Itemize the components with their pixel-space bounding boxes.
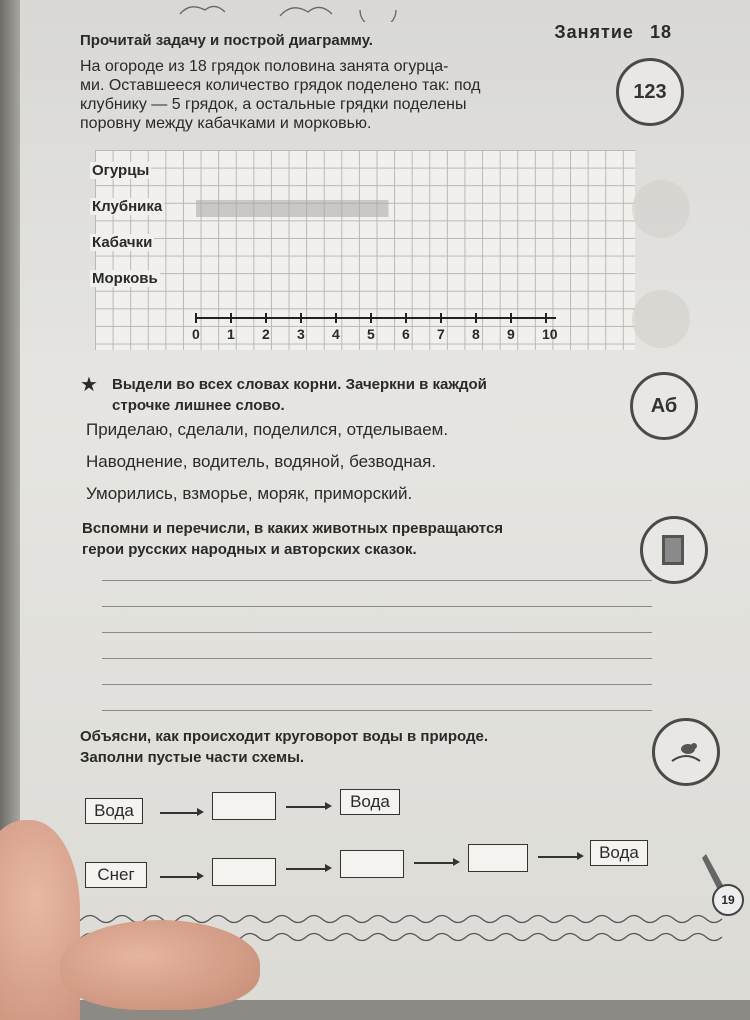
- scheme-empty-box[interactable]: [212, 792, 276, 820]
- task4-heading-line: Объясни, как происходит круговорот воды в природе.: [80, 728, 489, 745]
- x-tick-label: 1: [227, 326, 235, 342]
- x-tick-label: 3: [297, 326, 305, 342]
- answer-line[interactable]: [102, 658, 652, 659]
- category-label: Клубника: [92, 198, 163, 215]
- task2-heading-line: Выдели во всех словах корни. Зачеркни в каждой: [112, 376, 487, 393]
- category-label: Огурцы: [92, 162, 150, 179]
- answer-line[interactable]: [102, 710, 652, 711]
- answer-line[interactable]: [102, 684, 652, 685]
- x-tick-label: 6: [402, 326, 410, 342]
- star-icon: ★: [80, 374, 98, 396]
- x-tick-label: 2: [262, 326, 270, 342]
- scheme-box-snow: Снег: [85, 862, 147, 888]
- page-number: 19: [712, 884, 744, 916]
- category-label: Морковь: [92, 270, 158, 287]
- task1-line: На огороде из 18 грядок половина занята огурца-: [80, 58, 449, 75]
- bird-icon: [652, 718, 720, 786]
- word-line: Наводнение, водитель, водяной, безводная.: [86, 452, 437, 471]
- task1-line: клубнику — 5 грядок, а остальные грядки поделены: [80, 96, 467, 113]
- word-line: Уморились, взморье, моряк, приморский.: [86, 484, 413, 503]
- answer-line[interactable]: [102, 632, 652, 633]
- arrow-icon: [538, 856, 578, 858]
- lesson-label: Занятие: [554, 22, 634, 42]
- word-line: Приделаю, сделали, поделился, отделываем.: [86, 420, 449, 439]
- x-tick-label: 8: [472, 326, 480, 342]
- task1-line: поровну между кабачками и морковью.: [80, 115, 372, 132]
- answer-line[interactable]: [102, 606, 652, 607]
- arrow-icon: [286, 868, 326, 870]
- arrow-icon: [414, 862, 454, 864]
- scheme-empty-box[interactable]: [468, 844, 528, 872]
- x-tick-label: 7: [437, 326, 445, 342]
- bar-1: [196, 200, 389, 217]
- faded-decor-circle: [632, 290, 690, 348]
- x-tick-label: 0: [192, 326, 200, 342]
- task2-heading: [112, 374, 487, 416]
- task3-heading-line: герои русских народных и авторских сказок.: [82, 541, 417, 558]
- x-tick-label: 5: [367, 326, 375, 342]
- task4-heading-line: Заполни пустые части схемы.: [80, 749, 305, 766]
- scheme-empty-box[interactable]: [212, 858, 276, 886]
- workbook-page: [20, 0, 750, 1000]
- task1-heading: Прочитай задачу и построй диаграмму.: [80, 32, 373, 49]
- letters-ab-icon: Аб: [630, 372, 698, 440]
- arrow-icon: [286, 806, 326, 808]
- category-label: Кабачки: [92, 234, 153, 251]
- task1-line: ми. Оставшееся количество грядок поделено так: под: [80, 77, 481, 94]
- task2-heading-line: строчке лишнее слово.: [112, 397, 285, 414]
- book-icon: [640, 516, 708, 584]
- arrow-icon: [160, 876, 198, 878]
- x-tick-label: 4: [332, 326, 340, 342]
- lesson-number: 18: [649, 22, 672, 42]
- scheme-box-water: Вода: [590, 840, 648, 866]
- task4-heading: [80, 726, 488, 768]
- task3-heading: [82, 518, 503, 560]
- x-tick-label: 10: [542, 326, 558, 342]
- hand-finger: [60, 920, 260, 1010]
- math-123-icon: 123: [616, 58, 684, 126]
- scheme-box-water: Вода: [85, 798, 143, 824]
- arrow-icon: [160, 812, 198, 814]
- answer-line[interactable]: [102, 580, 652, 581]
- scheme-empty-box[interactable]: [340, 850, 404, 878]
- scheme-box-water: Вода: [340, 789, 400, 815]
- x-tick-label: 9: [507, 326, 515, 342]
- task3-heading-line: Вспомни и перечисли, в каких животных превращаются: [82, 520, 504, 537]
- faded-decor-circle: [632, 180, 690, 238]
